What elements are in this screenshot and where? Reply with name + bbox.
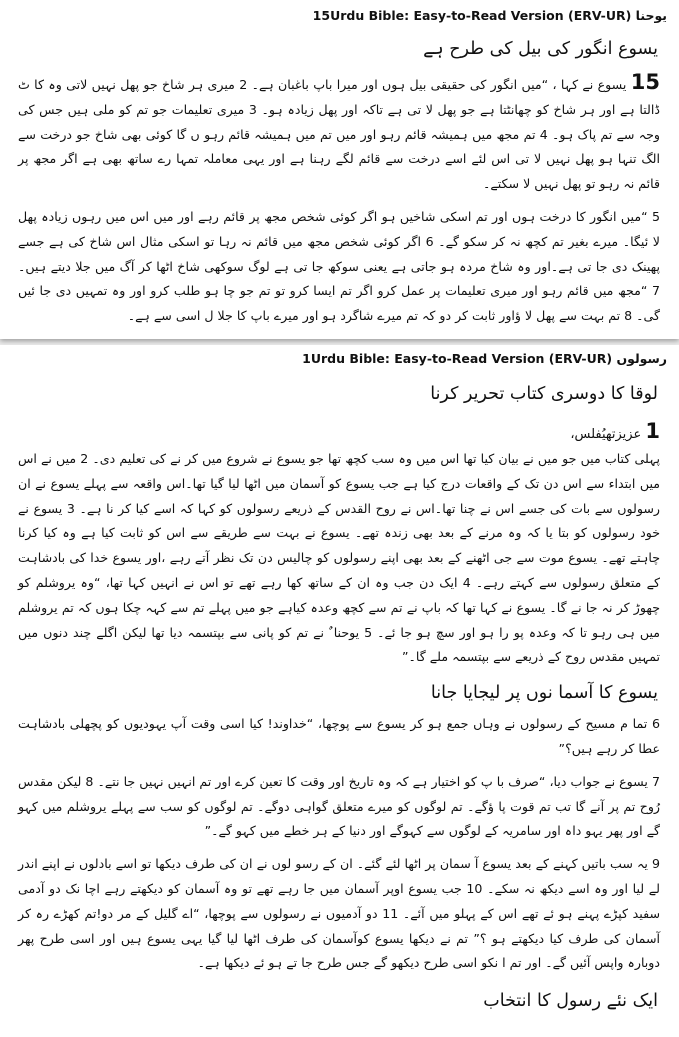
verse-paragraph: پہلی کتاب میں جو میں نے بیان کیا تھا اس میں وہ سب کچھ تھا جو یسوع نے شروع میں کر نے کی تعلیم دی۔ 2 میں نے اس میں ابتداء سے اس دن تک کے واقعات درج کیا ہے جب یسوع کو آسمان میں اٹھا لیا گیا تھا۔اس واقعہ سے پہلے یسوع نے ان رسولوں سے بات کی جسے اس نے چنا تھا۔اس نے روح القدس کے ذریعے رسولوں کو کہا کہ اسے کیا کر نا ہے۔ 3 یسوع نے خود رسولوں کو بتا یا کہ وہ مرنے کے بعد بھی زندہ تھے۔ یسوع نے بہت سے طریقے سے اس کو ثابت کیا ہے وہ کیا کرنا چاہتے تھے۔ یسوع موت سے جی اٹھنے کے بعد بھی اپنے رسولوں کو چالیس دن تک نظر آتے رہے ،اور یسوع خدا کی بادشاہت کے متعلق رسولوں سے کہتے رہے۔ 4 ایک دن جب وہ ان کے ساتھ کھا رہے تھے تو اس نے انہیں کہا تھا، “وہ یروشلم کو چھوڑ کر نہ جا نے گا۔ یسوع نے کہا تھا کہ باپ نے تم سے کچھ وعدہ کیاہے جو میں پہلے تم سے کہہ چکا ہوں کہ تم یروشلم میں ہی رہو تا کہ وعدہ پو را ہو اور سچ ہو جا ئے۔ 5 یوحنا ٌ نے تم کو پانی سے بپتسمہ دیا تھا لیکن اگلے چند دنوں میں تمہیں مقدس روح کے ذریعے سے بپتسمہ ملے گا۔” [18, 451, 661, 665]
previous-passage-card [0, 0, 679, 339]
passage-reference-header: یوحنا 15Urdu Bible: Easy-to-Read Version (ERV-UR) [312, 8, 667, 23]
salutation: عزیزتھیُفلس، [570, 427, 642, 442]
verse-paragraph: 7 یسوع نے جواب دیا، “صرف با پ کو اختیار ہے کہ وہ تاریخ اور وقت کا تعین کرے اور تم انہیں نہیں جا نتے۔ 8 لیکن مقدس رُوح تم پر آنے گا تب تم قوت پا ؤگے۔ تم لوگوں کو میرے متعلق گواہی دوگے۔ تم لوگوں کو سب سے پہلے یروشلم میں کہو گے اور پھر یہو داہ اور سامریہ کے لوگوں سے کہوگے اور دنیا کے ہر خطے میں کہو گے۔” [18, 773, 660, 839]
verse-paragraph: 9 یہ سب باتیں کہنے کے بعد یسوع آ سمان پر اٹھا لئے گئے۔ ان کے رسو لوں نے ان کی طرف دیکھا تو اسے بادلوں نے اپنے اندر لے لیا اور وہ اسے دیکھ نہ سکے۔ 10 جب یسوع اوپر آسمان میں جا رہے تھے تو وہ آسمان کو دیکھتے رہے اچا نک دو آدمی سفید کپڑے پہنے ہو ئے تھے اس کے پہلو میں آئے۔ 11 دو آدمیوں نے رسولوں سے پوچھا، “اے گلیل کے مر دو!تم کھڑے رہ کر آسمان کی طرف کیا دیکھتے ہو ؟” تم نے دیکھا یسوع کوآسمان کی طرف اٹھا لیا گیا یہی یسوع ہیں اور اسی طرح پھر دوبارہ واپس آئیں گے۔ اور تم ا نکو اسی طرح دیکھو گے جس طرح جا تے ہو ئے دیکھا ہے۔ [18, 856, 661, 971]
passage-reference-header: رسولوں 1Urdu Bible: Easy-to-Read Version (ERV-UR) [302, 351, 667, 366]
salutation-line [0, 417, 679, 445]
section-title: ایک نئے رسول کا انتخاب [483, 991, 658, 1012]
section-title: یسوع انگور کی بیل کی طرح ہے [423, 39, 658, 59]
section-title: لوقا کا دوسری کتاب تحریر کرنا [430, 384, 658, 404]
chapter-number: 1 [645, 419, 660, 443]
verse-paragraph [0, 70, 679, 197]
chapter-number: 15 [630, 70, 660, 94]
verse-paragraph [0, 205, 679, 329]
verse-text: 5 “میں انگور کا درخت ہوں اور تم اسکی شاخیں ہو اگر کوئی شخص مجھ پر قائم رہے اور میں اس میں رہوں زیادہ پھل لا ئیگا۔ میرے بغیر تم کچھ نہ کر سکو گے۔ 6 اگر کوئی شخص مجھ میں قائم نہ رہا تو اسکی مثال اس شاخ کی ہے جسے پھینک دی جا تی ہے۔اور وہ شاخ مردہ ہو جاتی ہے یعنی سوکھ جا تی ہے لوگ سوکھی شاخ اٹھا کر آگ میں جلا دیتے ہیں۔ 7 “مجھ میں قائم رہو اور میری تعلیمات پر عمل کرو اگر تم ایسا کرو تو تم جو چا ہو طلب کرو اور وہ تمہیں دی جا ئیں گی۔ 8 تم بہت سے پھل لا ؤاور ثابت کر دو کہ تم میرے شاگرد ہو اور میرے باپ کا جلا ل اسی سے ہے۔ [18, 208, 660, 324]
verse-text: یسوع نے کہا ، “میں انگور کی حقیقی بیل ہوں اور میرا باپ باغبان ہے۔ 2 میری ہر شاخ جو پھل نہیں لاتی وہ کا ٹ ڈالتا ہے اور ہر شاخ کو چھانٹتا ہے جو پھل لا تی ہے تاکہ اور پھل زیادہ ہو۔ 3 میری تعلیمات جو تم کو ملی ہیں جس کی وجہ سے تم پاک ہو۔ 4 تم مجھ میں ہمیشہ قائم رہو اور میں تم میں ہمیشہ قائم رہو ں گا کوئی بھی شاخ جو درخت سے الگ تنہا ہو پھل نہیں لا تی اس لئے اسے درخت سے قائم لگے رہنا ہے اور یہی معاملہ تمہا رے ساتھ بھی ہے اگر مجھ پر قائم نہ رہو تو پھل نہیں لا سکتے۔ [18, 77, 660, 192]
acts-passage [0, 345, 679, 1037]
section-title: یسوع کا آسما نوں پر لیجایا جانا [430, 683, 658, 704]
verse-paragraph: 6 تما م مسیح کے رسولوں نے وہاں جمع ہو کر یسوع سے پوچھا، “خداوند! کیا اسی وقت آپ یہودیوں کو پچھلی بادشاہت عطا کر رہے ہیں؟” [18, 716, 660, 756]
